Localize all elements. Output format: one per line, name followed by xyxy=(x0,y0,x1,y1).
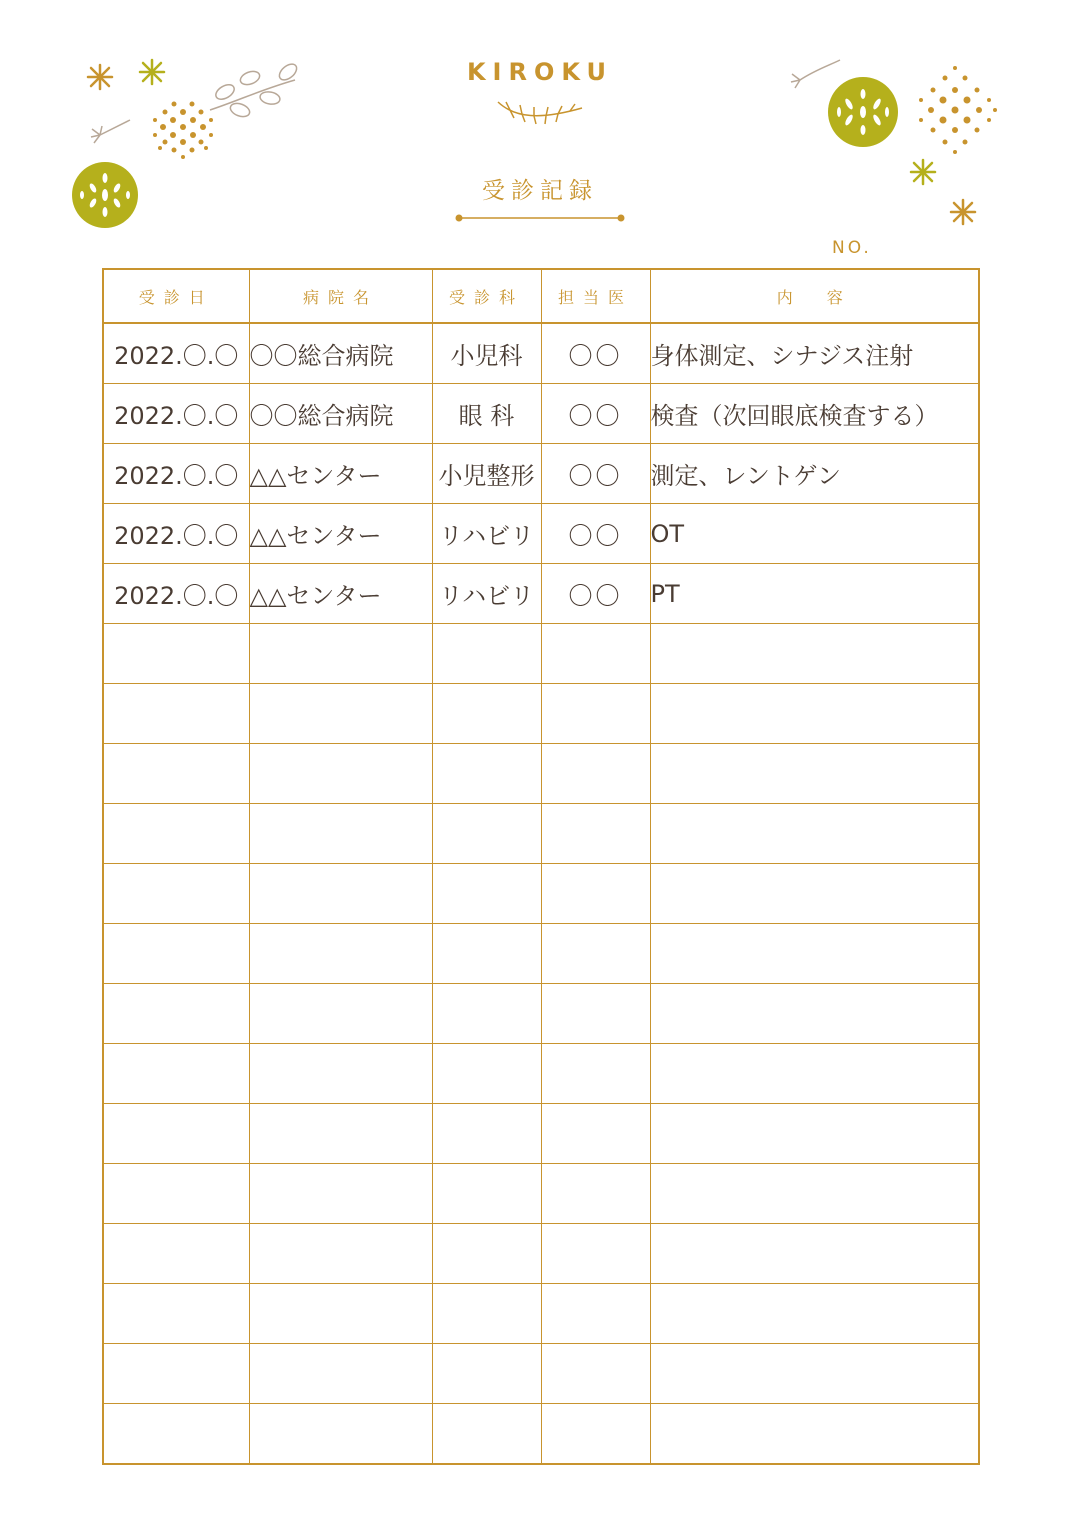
title-underline xyxy=(455,212,625,224)
cell-visit-date: 2022.〇.〇 xyxy=(103,444,249,504)
table-row xyxy=(103,1344,979,1404)
cell-department xyxy=(432,1044,541,1104)
table-row xyxy=(103,1044,979,1104)
table-row xyxy=(103,924,979,984)
cell-doctor xyxy=(541,1404,650,1465)
cell-notes xyxy=(650,924,979,984)
cell-notes xyxy=(650,1224,979,1284)
cell-notes xyxy=(650,1344,979,1404)
column-header-department: 受診科 xyxy=(432,269,541,323)
cell-department xyxy=(432,924,541,984)
cell-hospital xyxy=(249,864,432,924)
cell-department xyxy=(432,744,541,804)
cell-department: 眼 科 xyxy=(432,384,541,444)
column-header-hospital: 病院名 xyxy=(249,269,432,323)
cell-hospital xyxy=(249,684,432,744)
cell-notes xyxy=(650,684,979,744)
cell-department: リハビリ xyxy=(432,504,541,564)
cell-doctor xyxy=(541,804,650,864)
table-row xyxy=(103,504,979,564)
cell-notes xyxy=(650,864,979,924)
page-title: 受診記録 xyxy=(482,178,598,204)
cell-visit-date xyxy=(103,1104,249,1164)
cell-notes xyxy=(650,1104,979,1164)
cell-hospital xyxy=(249,1044,432,1104)
cell-doctor: 〇〇 xyxy=(541,384,650,444)
cell-notes xyxy=(650,984,979,1044)
cell-notes: 検査（次回眼底検査する） xyxy=(650,384,979,444)
cell-hospital: 〇〇総合病院 xyxy=(249,323,432,384)
cell-doctor xyxy=(541,1104,650,1164)
cell-hospital xyxy=(249,924,432,984)
cell-notes xyxy=(650,1164,979,1224)
table-row xyxy=(103,564,979,624)
cell-doctor xyxy=(541,624,650,684)
cell-department xyxy=(432,1404,541,1465)
cell-department xyxy=(432,1104,541,1164)
cell-visit-date xyxy=(103,864,249,924)
cell-visit-date xyxy=(103,1404,249,1465)
brand-logo: KIROKU xyxy=(466,58,614,86)
cell-notes xyxy=(650,1404,979,1465)
cell-doctor: 〇〇 xyxy=(541,504,650,564)
table-row xyxy=(103,1104,979,1164)
cell-visit-date xyxy=(103,1224,249,1284)
laurel-icon xyxy=(490,92,590,126)
cell-department: 小児科 xyxy=(432,323,541,384)
cell-visit-date: 2022.〇.〇 xyxy=(103,564,249,624)
cell-doctor xyxy=(541,1344,650,1404)
cell-visit-date xyxy=(103,744,249,804)
cell-department xyxy=(432,684,541,744)
cell-doctor xyxy=(541,864,650,924)
table-row xyxy=(103,1224,979,1284)
cell-visit-date: 2022.〇.〇 xyxy=(103,384,249,444)
cell-visit-date xyxy=(103,1284,249,1344)
cell-department xyxy=(432,804,541,864)
table-row xyxy=(103,744,979,804)
cell-notes: OT xyxy=(650,504,979,564)
column-header-visit-date: 受診日 xyxy=(103,269,249,323)
table-row xyxy=(103,624,979,684)
cell-visit-date: 2022.〇.〇 xyxy=(103,504,249,564)
cell-department xyxy=(432,1284,541,1344)
cell-hospital xyxy=(249,1284,432,1344)
cell-hospital: 〇〇総合病院 xyxy=(249,384,432,444)
cell-notes xyxy=(650,804,979,864)
cell-hospital: △△センター xyxy=(249,564,432,624)
column-header-doctor: 担当医 xyxy=(541,269,650,323)
table-row xyxy=(103,323,979,384)
cell-notes xyxy=(650,624,979,684)
cell-notes xyxy=(650,1044,979,1104)
cell-department xyxy=(432,624,541,684)
cell-doctor: 〇〇 xyxy=(541,564,650,624)
cell-notes xyxy=(650,1284,979,1344)
table-row xyxy=(103,684,979,744)
cell-doctor xyxy=(541,1224,650,1284)
cell-hospital: △△センター xyxy=(249,444,432,504)
cell-notes: 測定、レントゲン xyxy=(650,444,979,504)
cell-department: リハビリ xyxy=(432,564,541,624)
visit-record-table xyxy=(102,268,980,1465)
cell-visit-date xyxy=(103,1044,249,1104)
cell-hospital xyxy=(249,1224,432,1284)
cell-visit-date xyxy=(103,984,249,1044)
cell-department xyxy=(432,1164,541,1224)
cell-doctor xyxy=(541,744,650,804)
cell-visit-date xyxy=(103,1164,249,1224)
cell-department xyxy=(432,1224,541,1284)
cell-visit-date xyxy=(103,684,249,744)
cell-hospital xyxy=(249,1164,432,1224)
table-row xyxy=(103,444,979,504)
cell-hospital: △△センター xyxy=(249,504,432,564)
cell-department xyxy=(432,1344,541,1404)
cell-doctor xyxy=(541,1284,650,1344)
table-row xyxy=(103,1404,979,1465)
cell-visit-date xyxy=(103,1344,249,1404)
table-header-row xyxy=(103,269,979,323)
table-row xyxy=(103,1164,979,1224)
table-row xyxy=(103,384,979,444)
cell-department xyxy=(432,864,541,924)
cell-department xyxy=(432,984,541,1044)
cell-hospital xyxy=(249,624,432,684)
column-header-notes: 内 容 xyxy=(650,269,979,323)
cell-doctor: 〇〇 xyxy=(541,323,650,384)
cell-notes: 身体測定、シナジス注射 xyxy=(650,323,979,384)
cell-visit-date xyxy=(103,624,249,684)
cell-hospital xyxy=(249,804,432,864)
table-row xyxy=(103,984,979,1044)
table-row xyxy=(103,1284,979,1344)
cell-hospital xyxy=(249,744,432,804)
cell-hospital xyxy=(249,1104,432,1164)
cell-department: 小児整形 xyxy=(432,444,541,504)
cell-notes xyxy=(650,744,979,804)
table-row xyxy=(103,864,979,924)
cell-doctor xyxy=(541,684,650,744)
table-row xyxy=(103,804,979,864)
cell-notes: PT xyxy=(650,564,979,624)
cell-visit-date: 2022.〇.〇 xyxy=(103,323,249,384)
cell-hospital xyxy=(249,1344,432,1404)
cell-visit-date xyxy=(103,924,249,984)
cell-doctor xyxy=(541,984,650,1044)
cell-hospital xyxy=(249,984,432,1044)
cell-doctor xyxy=(541,1164,650,1224)
cell-doctor xyxy=(541,924,650,984)
cell-doctor: 〇〇 xyxy=(541,444,650,504)
cell-visit-date xyxy=(103,804,249,864)
cell-doctor xyxy=(541,1044,650,1104)
number-label: NO. xyxy=(832,238,872,258)
cell-hospital xyxy=(249,1404,432,1465)
